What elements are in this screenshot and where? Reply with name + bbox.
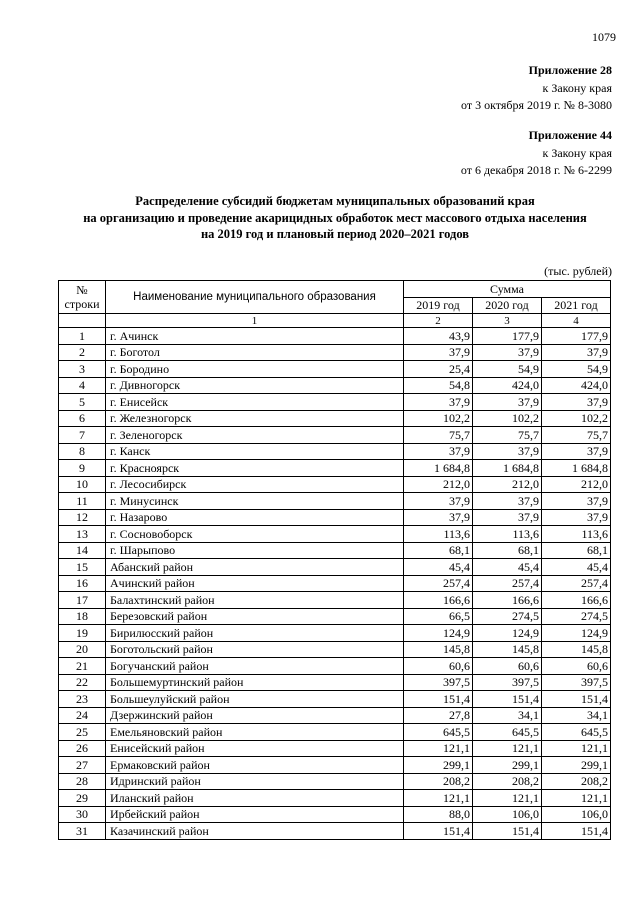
index-cell: 3 — [473, 314, 542, 328]
row-number-cell: 1 — [59, 328, 106, 345]
value-2019-cell: 68,1 — [404, 542, 473, 559]
value-2019-cell: 113,6 — [404, 526, 473, 543]
value-2020-cell: 68,1 — [473, 542, 542, 559]
value-2020-cell: 37,9 — [473, 493, 542, 510]
value-2021-cell: 424,0 — [542, 377, 611, 394]
value-2020-cell: 645,5 — [473, 724, 542, 741]
row-number-cell: 4 — [59, 377, 106, 394]
value-2019-cell: 88,0 — [404, 806, 473, 823]
value-2020-cell: 1 684,8 — [473, 460, 542, 477]
appendix-original-line1: к Закону края — [542, 145, 612, 160]
index-cell — [59, 314, 106, 328]
row-number-cell: 8 — [59, 443, 106, 460]
row-number-cell: 14 — [59, 542, 106, 559]
value-2021-cell: 121,1 — [542, 790, 611, 807]
appendix-current-line2: от 3 октября 2019 г. № 8-3080 — [460, 98, 612, 112]
municipality-name-cell: Иланский район — [106, 790, 404, 807]
row-number-cell: 10 — [59, 476, 106, 493]
value-2021-cell: 151,4 — [542, 691, 611, 708]
value-2019-cell: 37,9 — [404, 394, 473, 411]
table-row — [59, 427, 611, 444]
value-2021-cell: 257,4 — [542, 575, 611, 592]
value-2020-cell: 124,9 — [473, 625, 542, 642]
row-number-cell: 15 — [59, 559, 106, 576]
value-2021-cell: 75,7 — [542, 427, 611, 444]
table-row — [59, 592, 611, 609]
municipality-name-cell: Большеулуйский район — [106, 691, 404, 708]
table-row — [59, 410, 611, 427]
value-2020-cell: 299,1 — [473, 757, 542, 774]
value-2020-cell: 208,2 — [473, 773, 542, 790]
value-2021-cell: 397,5 — [542, 674, 611, 691]
table-row — [59, 707, 611, 724]
municipality-name-cell: г. Железногорск — [106, 410, 404, 427]
value-2020-cell: 177,9 — [473, 328, 542, 345]
appendix-current-line1: к Закону края — [542, 80, 612, 95]
row-number-cell: 27 — [59, 757, 106, 774]
value-2021-cell: 208,2 — [542, 773, 611, 790]
table-row — [59, 641, 611, 658]
table-row — [59, 542, 611, 559]
value-2019-cell: 37,9 — [404, 493, 473, 510]
unit-note: (тыс. рублей) — [544, 264, 612, 278]
index-cell: 1 — [106, 314, 404, 328]
value-2020-cell: 121,1 — [473, 790, 542, 807]
table-row — [59, 790, 611, 807]
value-2019-cell: 151,4 — [404, 691, 473, 708]
municipality-name-cell: г. Назарово — [106, 509, 404, 526]
row-number-cell: 17 — [59, 592, 106, 609]
value-2021-cell: 166,6 — [542, 592, 611, 609]
value-2021-cell: 177,9 — [542, 328, 611, 345]
value-2019-cell: 299,1 — [404, 757, 473, 774]
value-2020-cell: 424,0 — [473, 377, 542, 394]
page-number: 1079 — [592, 30, 616, 44]
value-2020-cell: 37,9 — [473, 443, 542, 460]
value-2019-cell: 54,8 — [404, 377, 473, 394]
table-row — [59, 740, 611, 757]
index-cell: 2 — [404, 314, 473, 328]
municipality-name-cell: г. Боготол — [106, 344, 404, 361]
municipality-name-cell: Балахтинский район — [106, 592, 404, 609]
municipality-name-cell: Большемуртинский район — [106, 674, 404, 691]
value-2021-cell: 145,8 — [542, 641, 611, 658]
value-2020-cell: 60,6 — [473, 658, 542, 675]
value-2019-cell: 102,2 — [404, 410, 473, 427]
value-2021-cell: 37,9 — [542, 509, 611, 526]
value-2020-cell: 37,9 — [473, 394, 542, 411]
municipality-name-cell: Ирбейский район — [106, 806, 404, 823]
header-municipality-name: Наименование муниципального образования — [106, 281, 404, 314]
municipality-name-cell: г. Лесосибирск — [106, 476, 404, 493]
row-number-cell: 25 — [59, 724, 106, 741]
municipality-name-cell: Березовский район — [106, 608, 404, 625]
value-2020-cell: 75,7 — [473, 427, 542, 444]
value-2020-cell: 166,6 — [473, 592, 542, 609]
value-2021-cell: 124,9 — [542, 625, 611, 642]
value-2021-cell: 151,4 — [542, 823, 611, 840]
table-row — [59, 757, 611, 774]
row-number-cell: 28 — [59, 773, 106, 790]
value-2021-cell: 37,9 — [542, 443, 611, 460]
value-2021-cell: 1 684,8 — [542, 460, 611, 477]
table-row — [59, 361, 611, 378]
value-2020-cell: 121,1 — [473, 740, 542, 757]
value-2020-cell: 113,6 — [473, 526, 542, 543]
municipality-name-cell: Емельяновский район — [106, 724, 404, 741]
value-2019-cell: 37,9 — [404, 443, 473, 460]
table-row — [59, 823, 611, 840]
table-row — [59, 443, 611, 460]
table-row — [59, 608, 611, 625]
row-number-cell: 6 — [59, 410, 106, 427]
value-2019-cell: 212,0 — [404, 476, 473, 493]
value-2019-cell: 151,4 — [404, 823, 473, 840]
value-2021-cell: 34,1 — [542, 707, 611, 724]
municipality-name-cell: г. Дивногорск — [106, 377, 404, 394]
table-row — [59, 476, 611, 493]
table-row — [59, 509, 611, 526]
municipality-name-cell: Ачинский район — [106, 575, 404, 592]
row-number-cell: 31 — [59, 823, 106, 840]
value-2021-cell: 645,5 — [542, 724, 611, 741]
value-2019-cell: 645,5 — [404, 724, 473, 741]
value-2020-cell: 45,4 — [473, 559, 542, 576]
value-2020-cell: 212,0 — [473, 476, 542, 493]
value-2020-cell: 151,4 — [473, 823, 542, 840]
municipality-name-cell: Енисейский район — [106, 740, 404, 757]
value-2019-cell: 66,5 — [404, 608, 473, 625]
table-row — [59, 344, 611, 361]
value-2019-cell: 27,8 — [404, 707, 473, 724]
value-2019-cell: 121,1 — [404, 740, 473, 757]
row-number-cell: 20 — [59, 641, 106, 658]
value-2019-cell: 75,7 — [404, 427, 473, 444]
value-2020-cell: 397,5 — [473, 674, 542, 691]
value-2021-cell: 54,9 — [542, 361, 611, 378]
row-number-cell: 18 — [59, 608, 106, 625]
value-2019-cell: 145,8 — [404, 641, 473, 658]
value-2019-cell: 60,6 — [404, 658, 473, 675]
value-2021-cell: 299,1 — [542, 757, 611, 774]
row-number-cell: 5 — [59, 394, 106, 411]
header-year-2019: 2019 год — [404, 297, 473, 314]
municipality-name-cell: г. Бородино — [106, 361, 404, 378]
header-row-number: № строки — [59, 281, 106, 314]
table-row — [59, 493, 611, 510]
table-row — [59, 625, 611, 642]
row-number-cell: 30 — [59, 806, 106, 823]
row-number-cell: 3 — [59, 361, 106, 378]
row-number-cell: 13 — [59, 526, 106, 543]
value-2020-cell: 145,8 — [473, 641, 542, 658]
table-row — [59, 806, 611, 823]
value-2020-cell: 54,9 — [473, 361, 542, 378]
value-2019-cell: 121,1 — [404, 790, 473, 807]
municipality-name-cell: Казачинский район — [106, 823, 404, 840]
value-2021-cell: 45,4 — [542, 559, 611, 576]
appendix-original-line2: от 6 декабря 2018 г. № 6-2299 — [460, 163, 612, 177]
table-row — [59, 328, 611, 345]
row-number-cell: 11 — [59, 493, 106, 510]
municipality-name-cell: Дзержинский район — [106, 707, 404, 724]
value-2021-cell: 274,5 — [542, 608, 611, 625]
row-number-cell: 16 — [59, 575, 106, 592]
municipality-name-cell: Боготольский район — [106, 641, 404, 658]
row-number-cell: 26 — [59, 740, 106, 757]
value-2020-cell: 257,4 — [473, 575, 542, 592]
value-2019-cell: 43,9 — [404, 328, 473, 345]
value-2019-cell: 124,9 — [404, 625, 473, 642]
value-2019-cell: 1 684,8 — [404, 460, 473, 477]
value-2020-cell: 106,0 — [473, 806, 542, 823]
table-row — [59, 460, 611, 477]
value-2020-cell: 151,4 — [473, 691, 542, 708]
value-2019-cell: 37,9 — [404, 344, 473, 361]
row-number-cell: 22 — [59, 674, 106, 691]
table-row — [59, 724, 611, 741]
municipality-name-cell: Абанский район — [106, 559, 404, 576]
table-row — [59, 575, 611, 592]
value-2021-cell: 212,0 — [542, 476, 611, 493]
value-2021-cell: 106,0 — [542, 806, 611, 823]
header-year-2020: 2020 год — [473, 297, 542, 314]
appendix-current — [461, 62, 612, 115]
table-body — [59, 328, 611, 840]
municipality-name-cell: Идринский район — [106, 773, 404, 790]
value-2019-cell: 25,4 — [404, 361, 473, 378]
value-2021-cell: 121,1 — [542, 740, 611, 757]
row-number-cell: 12 — [59, 509, 106, 526]
title-line-3: на 2019 год и плановый период 2020–2021 годов — [200, 227, 470, 241]
header-year-2021: 2021 год — [542, 297, 611, 314]
value-2021-cell: 60,6 — [542, 658, 611, 675]
value-2021-cell: 37,9 — [542, 394, 611, 411]
value-2019-cell: 166,6 — [404, 592, 473, 609]
municipality-name-cell: г. Минусинск — [106, 493, 404, 510]
title-line-2: на организацию и проведение акарицидных обработок мест массового отдыха населения — [83, 210, 587, 225]
header-sum: Сумма — [404, 281, 611, 298]
table-row — [59, 559, 611, 576]
value-2019-cell: 208,2 — [404, 773, 473, 790]
value-2021-cell: 37,9 — [542, 344, 611, 361]
row-number-cell: 9 — [59, 460, 106, 477]
row-number-cell: 24 — [59, 707, 106, 724]
municipality-name-cell: г. Сосновоборск — [106, 526, 404, 543]
row-number-cell: 2 — [59, 344, 106, 361]
municipality-name-cell: г. Енисейск — [106, 394, 404, 411]
title-line-1: Распределение субсидий бюджетам муниципальных образований края — [135, 194, 535, 208]
value-2021-cell: 102,2 — [542, 410, 611, 427]
table-row — [59, 377, 611, 394]
municipality-name-cell: Бирилюсский район — [106, 625, 404, 642]
table-row — [59, 674, 611, 691]
appendix-original — [461, 127, 612, 180]
document-title — [40, 193, 630, 243]
municipality-name-cell: г. Шарыпово — [106, 542, 404, 559]
table-row — [59, 773, 611, 790]
value-2019-cell: 257,4 — [404, 575, 473, 592]
table-row — [59, 526, 611, 543]
municipality-name-cell: Ермаковский район — [106, 757, 404, 774]
value-2020-cell: 37,9 — [473, 509, 542, 526]
row-number-cell: 29 — [59, 790, 106, 807]
value-2021-cell: 68,1 — [542, 542, 611, 559]
value-2019-cell: 37,9 — [404, 509, 473, 526]
municipality-name-cell: г. Ачинск — [106, 328, 404, 345]
value-2019-cell: 397,5 — [404, 674, 473, 691]
subsidy-table — [58, 280, 611, 840]
table-row — [59, 394, 611, 411]
value-2020-cell: 274,5 — [473, 608, 542, 625]
row-number-cell: 21 — [59, 658, 106, 675]
row-number-cell: 19 — [59, 625, 106, 642]
municipality-name-cell: г. Канск — [106, 443, 404, 460]
municipality-name-cell: г. Зеленогорск — [106, 427, 404, 444]
index-cell: 4 — [542, 314, 611, 328]
value-2020-cell: 34,1 — [473, 707, 542, 724]
value-2021-cell: 113,6 — [542, 526, 611, 543]
municipality-name-cell: г. Красноярск — [106, 460, 404, 477]
value-2019-cell: 45,4 — [404, 559, 473, 576]
appendix-original-title: Приложение 44 — [528, 128, 612, 142]
value-2020-cell: 37,9 — [473, 344, 542, 361]
table-row — [59, 658, 611, 675]
municipality-name-cell: Богучанский район — [106, 658, 404, 675]
value-2020-cell: 102,2 — [473, 410, 542, 427]
row-number-cell: 23 — [59, 691, 106, 708]
table-row — [59, 691, 611, 708]
value-2021-cell: 37,9 — [542, 493, 611, 510]
row-number-cell: 7 — [59, 427, 106, 444]
appendix-current-title: Приложение 28 — [528, 63, 612, 77]
